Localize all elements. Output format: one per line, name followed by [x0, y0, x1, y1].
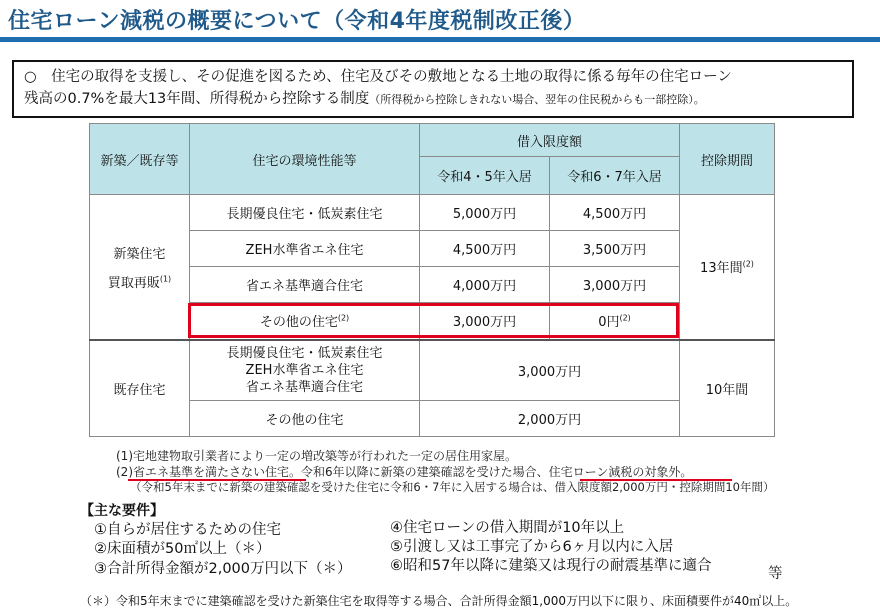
- existing-row1-line2: ZEH水準省エネ住宅: [245, 362, 364, 378]
- requirement-right: ⑥昭和57年以降に建築又は現行の耐震基準に適合: [390, 558, 712, 574]
- requirement-right: ④住宅ローンの借入期間が10年以上: [390, 520, 625, 536]
- row-name-other-note: (2): [337, 313, 350, 323]
- row-limit-b-other-note: (2): [619, 313, 631, 323]
- header-period: 控除期間: [680, 124, 775, 195]
- requirement-left: ③合計所得金額が2,000万円以下（＊）: [94, 561, 352, 577]
- existing-row1-name: [190, 340, 420, 401]
- highlight-box: [188, 303, 679, 338]
- requirement-right: ⑤引渡し又は工事完了から6ヶ月以内に入居: [390, 539, 674, 555]
- existing-row1-line3: 省エネ基準適合住宅: [245, 379, 363, 395]
- note-3: （令和5年末までに新築の建築確認を受けた住宅に令和6・7年に入居する場合は、借入限度額2,000万円・控除期間10年間）: [130, 480, 775, 494]
- summary-line-2-note: （所得税から控除しきれない場合、翌年の住民税からも一部控除）。: [369, 93, 705, 106]
- existing-row1-line1: 長期優良住宅・低炭素住宅: [226, 345, 383, 361]
- row-limit-b: 3,000万円: [550, 267, 680, 303]
- row-limit-a: 4,500万円: [420, 231, 550, 267]
- requirements-etc: 等: [768, 566, 783, 582]
- category-new: [90, 195, 190, 340]
- title-rule: [0, 37, 880, 42]
- page-title: 住宅ローン減税の概要について（令和4年度税制改正後）: [8, 9, 586, 34]
- existing-row2-name: その他の住宅: [190, 401, 420, 437]
- category-new-line2: 買取再販$^{(1)}$: [107, 274, 172, 291]
- row-name: 長期優良住宅・低炭素住宅: [190, 195, 420, 231]
- header-performance: 住宅の環境性能等: [190, 124, 420, 195]
- requirement-left: ①自らが居住するための住宅: [94, 522, 281, 538]
- category-new-line1: 新築住宅: [113, 246, 166, 262]
- period-new-note: (2): [742, 259, 754, 269]
- header-limit-r6-7: 令和6・7年入居: [550, 157, 680, 195]
- row-limit-b: 3,500万円: [550, 231, 680, 267]
- requirement-left: ②床面積が50㎡以上（＊）: [94, 541, 271, 557]
- period-new: 13年間$^{(2)}$: [680, 195, 775, 340]
- period-existing: 10年間: [680, 340, 775, 437]
- requirements-heading: 【主な要件】: [80, 503, 164, 519]
- footnote: （＊）令和5年末までに建築確認を受けた新築住宅を取得等する場合、合計所得金額1,000万円以下に限り、床面積要件が40㎡以上。: [80, 594, 798, 608]
- deduction-table: [89, 123, 775, 437]
- row-name: 省エネ基準適合住宅: [190, 267, 420, 303]
- header-category: 新築／既存等: [90, 124, 190, 195]
- row-limit-a: 5,000万円: [420, 195, 550, 231]
- note-2: (2)省エネ基準を満たさない住宅。令和6年以降に新築の建築確認を受けた場合、住宅ローン減税の対象外。: [116, 465, 693, 479]
- row-limit-b-other: 0円$^{(2)}$: [550, 303, 680, 340]
- row-limit-a: 3,000万円: [420, 303, 550, 340]
- category-new-note: (1): [159, 274, 172, 284]
- row-name: ZEH水準省エネ住宅: [190, 231, 420, 267]
- row-limit-b: 4,500万円: [550, 195, 680, 231]
- row-limit-a: 4,000万円: [420, 267, 550, 303]
- header-limit: 借入限度額: [420, 124, 680, 157]
- header-limit-r4-5: 令和4・5年入居: [420, 157, 550, 195]
- note-1: (1)宅地建物取引業者により一定の増改築等が行われた一定の居住用家屋。: [116, 449, 518, 463]
- row-name-other: その他の住宅$^{(2)}$: [190, 303, 420, 340]
- summary-box: [12, 60, 854, 118]
- summary-line-2-main: 残高の0.7%を最大13年間、所得税から控除する制度: [24, 91, 370, 107]
- summary-line-1: ○ 住宅の取得を支援し、その促進を図るため、住宅及びその敷地となる土地の取得に係る毎年の住宅ローン: [24, 69, 732, 85]
- existing-row2-value: 2,000万円: [420, 401, 680, 437]
- summary-line-2: [24, 88, 842, 111]
- category-existing: 既存住宅: [90, 340, 190, 437]
- existing-row1-value: 3,000万円: [420, 340, 680, 401]
